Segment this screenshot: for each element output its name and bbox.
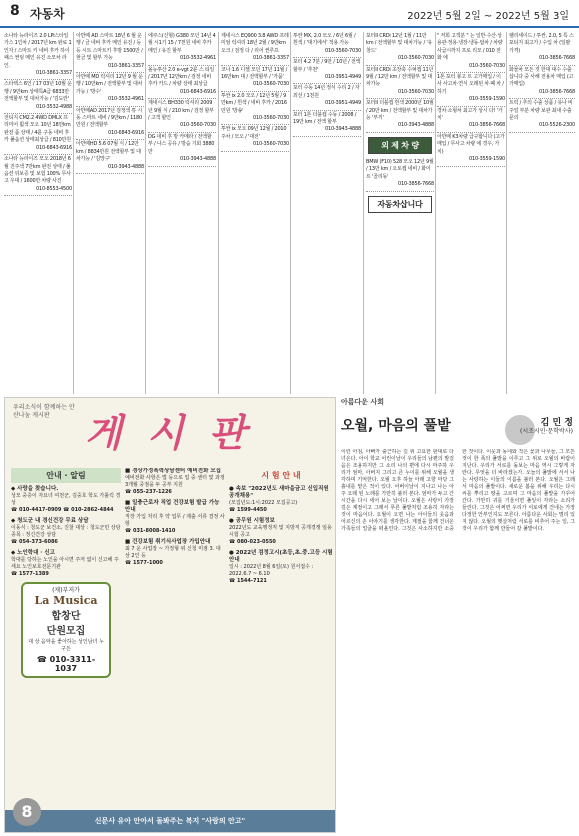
ad-phone: 010-3856-7668 (397, 181, 434, 188)
ad-phone: 010-3856-7668 (538, 55, 575, 62)
bulletin-item-text: 일시 : 2022년 8월 6일(토) 원서접수 : 2022.6.7 ~ 6.10 (229, 564, 314, 577)
bulletin-item-text: 성모 중증이 자요녀 여천군, 김중호 학도 가톨릭 경성 (11, 493, 121, 506)
buy-cars-badge: 자동차삽니다 (368, 196, 432, 213)
ad-phone: 010-3560-7030 (252, 81, 289, 88)
foreign-cars-badge: 외 제 차 량 (368, 137, 432, 154)
classified-ad (437, 107, 505, 133)
bulletin-item-title: ■ 일충근로자 직업 건강보험 발급 가능 안내 (125, 500, 220, 513)
classified-ad (509, 66, 575, 100)
classified-ad (221, 125, 289, 151)
bulletin-item-phone: ☎ 1577-1000 (125, 560, 163, 566)
ad-phone: 010-3560-7030 (252, 115, 289, 122)
ad-text: 아반떼HD 5.6 07월 식 / 12만km / 8834만원 전액할부 및 대차가능 / '김망구' (76, 141, 141, 163)
classified-column-2 (76, 32, 144, 394)
ad-phone: 010-3560-7030 (468, 62, 505, 69)
ad-text: 투싼 MX, 2.0 모오 / 6년 6월 / 흰색 / '대기에서' 적용 가능 (293, 33, 356, 47)
bulletin-item (125, 468, 225, 496)
bulletin-footer: 신문사 유아 안아서 돌봐주는 복지 "사랑의 안고" (5, 810, 335, 832)
bulletin-item (125, 539, 225, 567)
ad-text: 포터 1톤 더블캡 수동 / 2008 / 19만 km / 전액 할부 (293, 111, 357, 126)
bulletin-item-phone: ☎ 054-373-6086 (11, 539, 58, 545)
ad-text: 포터 4.2 7분 / 9만 / 10년 / 전액할부 / '추천' (293, 59, 361, 73)
bulletin-item-phone: ☎ 031-8008-1410 (125, 528, 176, 534)
classified-ad (366, 32, 434, 66)
ad-phone: 010-3943-4888 (107, 163, 144, 170)
classified-ad (509, 32, 575, 66)
ad-text: 아반떼 AD 스마트 18년 6 월 운행 / 금 네비 후카 메인 유진 / 등등 시트 스마트키 후방 1500만 / 현금 및 할부 가능 (76, 33, 143, 62)
choir-name: La Musica (34, 594, 98, 607)
bulletin-item-title: ● 공무원 시험정보 (229, 518, 275, 524)
ad-phone: 010-3560-7030 (252, 141, 289, 148)
choir-sub: (재)부저가 (52, 587, 80, 594)
page-folio: 8 (13, 798, 41, 826)
ad-phone: 010-6843-6916 (179, 88, 216, 95)
info-column (125, 468, 225, 828)
section-title: 자동차 (30, 7, 65, 21)
author-byline (520, 419, 573, 436)
bulletin-item-text: 2022년도 교육행정직 및 지방직 공개경쟁 임용시험 공고 (229, 525, 332, 538)
classified-ad (221, 32, 289, 66)
bulletin-header (5, 398, 335, 460)
classified-column-3 (148, 32, 216, 394)
ad-text: 소나타 뉴라이즈 모오 2018년 6월 진주색 7만km 완전 상태 / 풀옵션 뒤보증 및 보험 100% 무사고 우대 / 1600만 차량 사진 (4, 156, 71, 185)
bulletin-item (229, 518, 333, 546)
ad-text: 포터II CRDi 초장축 수퍼캡 11년 9월 / 12만 km / 전액할부 및 대차가능 (366, 66, 434, 88)
bulletin-item (229, 550, 333, 585)
bulletin-item-title: ◆ 사랑을 찾습니다. (11, 486, 59, 492)
ad-phone: 010-5526-2300 (538, 122, 575, 129)
classified-ad (4, 80, 72, 114)
notice-heading: 안내 · 알림 (11, 468, 121, 483)
classified-column-5 (293, 32, 361, 394)
ad-text: 코나 1.6 디젤 모던 17년 11월 / 16만km 대 / 전액할부 / '가뭄' (221, 66, 288, 81)
classified-ad (148, 99, 216, 133)
bulletin-item-phone: ☎ 1577-1389 (11, 571, 49, 577)
bulletin-item-phone: ☎ 1599-4450 (229, 507, 267, 513)
classified-ad (76, 73, 144, 107)
divider (506, 32, 507, 394)
ad-text: 올뉴투산 2.0 e-vgt 2륜 스 티일 / 2017년 12만km / 검정 네비 후카 카드 / 차량 상태 최상급 (148, 66, 215, 88)
ad-text: 포터II 더블캡 흰색 2000년 10월 / 20만 km / 전액할부 및 대차가능 '부끼' (366, 100, 434, 122)
ad-phone: 010-3943-4888 (397, 122, 434, 129)
bulletin-item-text: (모집년도:1시:2022 모집공고) (229, 500, 298, 506)
ad-phone: 010-3560-7030 (324, 47, 361, 54)
classified-ad (293, 111, 361, 137)
ad-text: 제네시스 BH330 럭셔리 2009년 9월 식 / 210 km / 검정 할부 / 고객 할인 (148, 100, 214, 122)
divider (290, 32, 291, 394)
bulletin-item-text: 예비전화 사항은 법 등으로 업 중 센터 및 과정 3개월 중점을 두 공부 지원 (125, 475, 225, 488)
author-role: (시조시인·문학박사) (520, 428, 573, 435)
ad-phone: 010-3559-1590 (468, 96, 505, 103)
ad-phone: 010-3560-7030 (179, 122, 216, 129)
ad-text: 트럭 / 추의 수출 상품 / 유나 비주얼 부분 차량 보관 최대 수출 문의 (509, 100, 573, 122)
divider (218, 32, 219, 394)
ad-text: 스타렉스 6인 / 17 03년 10월 운행 / 9만km 상태특A급 6833만 전액할부 및 대차가능 / '김도란' (4, 81, 72, 103)
bulletin-item-phone: ☎ 010-4417-0909 ☎ 010-2862-4844 (11, 507, 114, 513)
exam-column (229, 468, 333, 828)
ad-text: 경차·소형차 최고가 상시 다! '가치' (437, 107, 503, 122)
classified-ad (293, 32, 361, 58)
classified-column-7 (437, 32, 505, 394)
ad-phone: 010-8553-4500 (35, 185, 72, 192)
bulletin-item-text: 직장 가입 처리 후 약 업무 / 제출 서류 결정 사항 (125, 514, 225, 527)
classified-ad (293, 58, 361, 84)
ad-text: 아반떼 K3차량 급구합니다 (고가매입 / 무사고 차량 에 경우, 가치) (437, 133, 505, 155)
ad-phone: 010-3856-7668 (468, 122, 505, 129)
bulletin-item-title: ◆ 청도군 내 경신건강 무료 상담 (11, 518, 89, 524)
classified-ad (4, 114, 72, 155)
ad-text: 1톤 포터 봉고 트 고가매입 / 이사 사고차·연식 오래된 차·폐 차 / 하기 (437, 74, 504, 95)
ad-phone: 010-6843-6916 (35, 144, 72, 151)
ad-phone: 010-3532-4961 (107, 96, 144, 103)
classified-column-6 (366, 32, 434, 394)
ad-text: 팰리세이드 / 투싼, 2.0, 5 특 스포티지 최고가 / 수입 차 (일괄 가격) (509, 33, 574, 54)
bulletin-item-title: ■ 건강보험 취기식사업장 가입안내 (125, 539, 211, 545)
bulletin-subheading: 우리소식이 함께하는 안산나눔 게시판 (13, 404, 75, 419)
ad-text: DG 네비 후 방 카메라 / 전액할부 / 나스 공유 / 방습 기회 3880만 (148, 133, 215, 155)
bulletin-item (11, 550, 121, 578)
classified-ad (221, 92, 289, 126)
ad-text: 포터 수동 14년 정식 수리 2 / 자외선 / 1천원 (293, 85, 360, 99)
classified-ad (366, 66, 434, 100)
bulletin-item-text: 학대를 당하는 노인을 아시면 주저 없이 신고해 주세요 노인보호전문기관 (11, 557, 119, 570)
classified-column-8 (509, 32, 575, 394)
page-number: 8 (10, 3, 20, 19)
classified-ad (437, 32, 505, 73)
author-name: 김 민 정 (540, 418, 573, 428)
classified-ad (509, 99, 575, 133)
classified-column-4 (221, 32, 289, 394)
classified-ad (293, 84, 361, 110)
bulletin-item-text: 최 7 운 사업장 ~ 가정형 위 신청 미점 3. 대상 2인 등 (125, 546, 221, 559)
bulletin-item-title: ● 2022년 검정고시(초등,초.중.고등 시험안내 (229, 550, 333, 563)
bulletin-item (125, 500, 225, 535)
essay-body: 이런 아침, 아빠가 출근하는 길 위 고요한 판대로 다녀온다. 아이 학교 어린이날이 우리들의 남편의 발걸음은 조용하지만 그 소리 나의 편에 다시 마주하 우리가 엄마, 아버지 그리고 큰 누이를 위해 오월을 생각하며 기억한다. 오월 오후 하늘 아래 고향 마당 그 흙내를 맡은 적이 있다. 어버이날이 지나고 나는 아주 오래 된 노래를 가만히 불러 본다. 엄마가 두고 간 시간을 다시 세어 보는 날이다. 오월은 사랑이 가장 깊은 계절이고 그래서 푸른 풀밭처럼 조용히 자라는 것이 마음이다. 오월이 오면 나는 아이들의 웃음과 어르신의 손 이야기를 생각한다. 계절을 함께 건너온 가족들의 얼굴을 떠올린다. 그것은 사소하지만 소중한 것이다. 이웃과 동네와 작은 꽃과 나무들, 그 모든 것이 한 폭의 풀밭을 이루고 그 위로 오월의 바람이 지난다. 우리가 서로를 돌보는 마음 역시 그렇게 자란다. 무엇을 더 바라겠는가. 오늘의 풀밭에 서서 나는 사랑하는 이들의 이름을 불러 본다. 오월은 그래서 마음의 풀밭이다. 새로운 봄을 위해 우리는 다시 씨를 뿌리고 땅을 고르며 그 마음의 풀밭을 가꾸어 간다. 가만히 귀를 기울이면 풀잎이 자라는 소리가 들린다. 그것은 어쩌면 우리가 서로에게 건네는 가장 다정한 안부인지도 모른다. 아름다운 사회는 멀리 있지 않다. 오월의 햇살처럼 서로를 비추어 주는 일, 그것이 우리가 함께 만들어 갈 풀밭이다. (341, 449, 575, 532)
ad-phone: 010-3951-4949 (324, 100, 361, 107)
bulletin-item-phone: ☎ 1544-7121 (229, 578, 267, 584)
divider (145, 32, 146, 394)
ad-text: 전티지 CM2.2 4WD DMLX 프리미어 휠색 모오 10년 18만km 완전 품 상태 / 4륜 구동 네비 후카 풀옵션 상태최상급 / 810만원 (4, 115, 71, 144)
ad-text: 에쿠스(신형) G380 모던 14년 4월 시1기 15 / 7천원 네비 후카 메인 / 유진 할부 (148, 33, 216, 54)
ad-phone: 010-3532-4988 (35, 103, 72, 110)
bulletin-item-phone: ☎ 080-023-0550 (229, 539, 276, 545)
ad-text: 제네시스 EQ900 3.8 AWD 프레미엄 럭셔리 18년 2월 / 9만km 오크 / 검정 다 / 리어 썬루프 (221, 33, 289, 54)
ad-text: " 저희 고객분 " 는 일반·수산·상용관·정용·냉장·냉동·탑차 / 차량 사급시까지 프로 리모 / 010 전화 에 (437, 33, 503, 62)
ad-phone: 010-3943-4888 (324, 126, 361, 133)
ad-phone: 010-3861-3357 (252, 55, 289, 62)
classified-column-1 (4, 32, 72, 394)
bulletin-item-title: ■ 경상가정폭력상담센터 예비전화 모집 (125, 468, 221, 474)
choir-ad (21, 582, 111, 678)
essay-title: 오월, 마음의 풀밭 (341, 418, 451, 434)
classified-ad (4, 155, 72, 196)
bulletin-item-title: ● 속보 "2022년도 새마을금고 신입직원 공개채용" (229, 486, 329, 499)
bulletin-item-text: 이동식 : 청도군 보건소, 진찰 대상 : 청도군민 상담 종목 : 정신건강 상담 (11, 525, 121, 538)
divider (435, 32, 436, 394)
ad-phone: 010-3951-4949 (324, 74, 361, 81)
choir-target: 대 상 음악을 좋아하는 성인남녀 누구든 (28, 639, 104, 652)
classified-ad (437, 73, 505, 107)
bulletin-item (11, 518, 121, 546)
ad-text: BMW (F10) 528 모오 12년 9월 / 13만 km / 오토캡 네비 / 화이트 '골리동' (366, 158, 434, 180)
ad-phone: 010-3532-4961 (179, 55, 216, 62)
page-header (0, 0, 579, 28)
issue-date: 2022년 5월 2일 ~ 2022년 5월 3일 (407, 11, 569, 22)
classified-ad (148, 66, 216, 100)
classified-ad (76, 107, 144, 141)
ad-text: 화물차 모든 것 한대 대수 수출 삽니다 중 사해 전용차 매입 (고가매입) (509, 66, 574, 88)
ad-text: 포터II CRDi 12년 1월 / 11만 km / 전액할부 및 대차가능 / '유창드' (366, 33, 433, 54)
classified-ad (437, 133, 505, 167)
choir-recruit: 단원모집 (46, 626, 86, 637)
classified-ad (148, 133, 216, 167)
ad-text: 아반떼 MD 럭셔리 12년 9 월 운행 / 10만km / 전액할부 및 대차가능 / '방수' (76, 74, 143, 95)
ad-phone: 010-3560-7030 (397, 55, 434, 62)
classified-ad (76, 32, 144, 73)
classified-ad (366, 158, 434, 192)
classified-ad (148, 32, 216, 66)
ad-phone: 010-3559-1590 (468, 156, 505, 163)
bulletin-item-phone: ☎ 055-237-1226 (125, 489, 172, 495)
ad-text: 아반떼AD 2017년 검정색 튜 시동 스마트 네비 / 9만km / 1180만원 / 전액할부 (76, 107, 143, 129)
bulletin-title: 게 시 판 (85, 410, 252, 455)
essay-article (341, 397, 575, 833)
divider (73, 32, 74, 394)
classified-ad (221, 66, 289, 92)
ad-text: 소나타 뉴라이즈 2.0 LPi스타일 가스 1인차 / 2017년 km 완료 1인자 / 스마트 키 네비 후카 하이패스 썬팅 메인 유진 소모차 라인. (4, 33, 72, 69)
ad-phone: 010-6843-6916 (107, 129, 144, 136)
ad-phone: 010-3856-7668 (538, 88, 575, 95)
bulletin-item (11, 486, 121, 514)
ad-phone: 010-3560-7030 (397, 88, 434, 95)
ad-phone: 010-3943-4888 (179, 156, 216, 163)
choir-phone: ☎ 010-3311-1037 (36, 655, 96, 673)
ad-text: 투싼 ix 2.0 모오 / 12년 5월 / 9만km / 흰색 / 네비 후카 / 2016만원 '방송' (221, 92, 287, 114)
bulletin-item (229, 486, 333, 514)
ad-phone: 010-3861-3357 (107, 62, 144, 69)
exam-heading: 시 험 안 내 (261, 471, 301, 480)
ad-text: 투싼 ix 모오 09년 12월 / 2010 주차 / 모오 / '대전' (221, 126, 287, 140)
divider (363, 32, 364, 394)
notice-column (11, 468, 121, 828)
essay-category: 아름다운 사회 (341, 398, 385, 406)
bulletin-board (4, 397, 336, 833)
ad-phone: 010-3861-3357 (35, 70, 72, 77)
classified-ad (366, 99, 434, 133)
bulletin-item-title: ◆ 노인학대 · 신고 (11, 550, 55, 556)
classified-ad (4, 32, 72, 80)
classified-ad (76, 140, 144, 174)
choir-label: 합창단 (51, 611, 81, 622)
